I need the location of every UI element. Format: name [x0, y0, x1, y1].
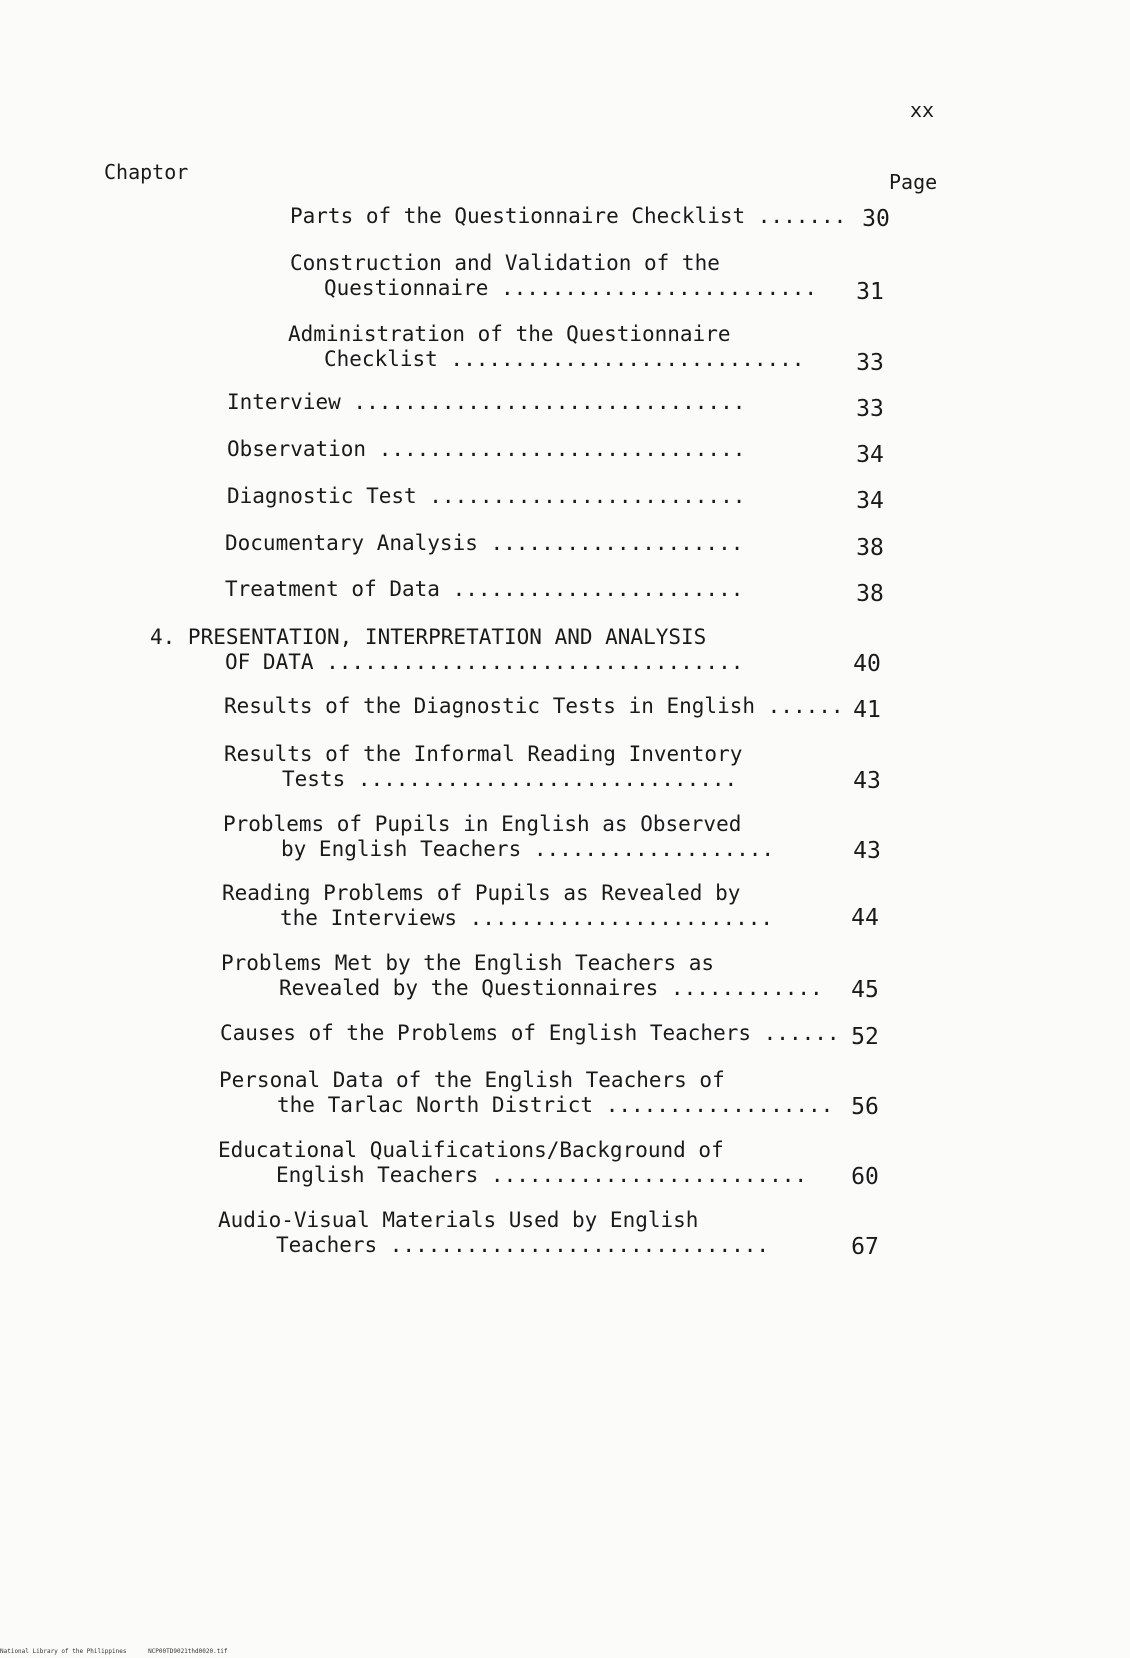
footer-library: National Library of the Philippines: [0, 1648, 127, 1655]
toc-entry-page: 43: [853, 768, 881, 794]
toc-entry-page: 44: [851, 905, 879, 931]
chapter-column-header: Chaptor: [104, 160, 189, 184]
toc-entry-title: Reading Problems of Pupils as Revealed by: [222, 881, 741, 905]
toc-entry-page: 34: [856, 442, 884, 468]
toc-chapter-entry: [150, 625, 743, 675]
toc-entry: [221, 951, 823, 1001]
page-number: xx: [910, 98, 935, 122]
toc-entry-title: Construction and Validation of the: [290, 251, 720, 275]
toc-entry-page: 33: [856, 396, 884, 422]
toc-entry-title: Documentary Analysis ....................: [225, 531, 744, 555]
scan-footer: [0, 1648, 246, 1655]
toc-entry-page: 45: [851, 977, 879, 1003]
toc-entry: [288, 322, 804, 372]
toc-entry-title-cont: Tests ..............................: [282, 767, 738, 791]
toc-entry-page: 38: [856, 535, 884, 561]
toc-entry: [227, 390, 745, 415]
toc-entry-page: 38: [856, 581, 884, 607]
toc-entry-title: Diagnostic Test .........................: [227, 484, 746, 508]
toc-entry: [227, 484, 745, 509]
toc-entry-title: Audio-Visual Materials Used by English: [218, 1208, 699, 1232]
toc-entry-page: 60: [851, 1164, 879, 1190]
toc-entry-page: 40: [853, 651, 881, 677]
toc-entry: [225, 577, 743, 602]
toc-entry-title: Observation .............................: [227, 437, 746, 461]
toc-entry-title-cont: by English Teachers ...................: [281, 837, 775, 861]
toc-entry-title: 4. PRESENTATION, INTERPRETATION AND ANALYSIS: [150, 625, 707, 649]
toc-entry-title: Problems Met by the English Teachers as: [221, 951, 715, 975]
toc-entry-title-cont: the Interviews ........................: [280, 906, 774, 930]
toc-entry-title-cont: English Teachers .........................: [276, 1163, 808, 1187]
toc-entry-title: Parts of the Questionnaire Checklist .......: [290, 204, 847, 228]
toc-entry-title-cont: the Tarlac North District ..................: [277, 1093, 834, 1117]
toc-entry: [290, 251, 817, 301]
toc-entry-page: 30: [862, 206, 890, 232]
toc-entry-page: 31: [856, 279, 884, 305]
toc-entry-title: Interview ...............................: [227, 390, 746, 414]
toc-entry: [227, 437, 745, 462]
toc-entry: [224, 742, 742, 792]
toc-entry-page: 56: [851, 1094, 879, 1120]
toc-entry-title: Administration of the Questionnaire: [288, 322, 731, 346]
toc-entry: [218, 1138, 807, 1188]
toc-entry-title: Problems of Pupils in English as Observed: [223, 812, 742, 836]
toc-entry-title: Personal Data of the English Teachers of: [219, 1068, 725, 1092]
toc-entry: [225, 531, 743, 556]
toc-entry-title-cont: Revealed by the Questionnaires ............: [279, 976, 823, 1000]
toc-entry-page: 67: [851, 1234, 879, 1260]
toc-entry: [219, 1068, 833, 1118]
toc-entry-title-cont: Teachers ..............................: [276, 1233, 770, 1257]
toc-entry: [224, 694, 844, 719]
toc-entry-title: Causes of the Problems of English Teachers ......: [220, 1021, 840, 1045]
toc-entry: [290, 204, 846, 229]
toc-entry-title: Educational Qualifications/Background of: [218, 1138, 724, 1162]
toc-entry-title: Treatment of Data .......................: [225, 577, 744, 601]
footer-filename: NCP00TD9021thd0020.tif: [148, 1648, 228, 1655]
toc-entry-page: 41: [853, 697, 881, 723]
toc-entry: [222, 881, 773, 931]
toc-entry: [220, 1021, 840, 1046]
toc-entry: [223, 812, 774, 862]
toc-entry-title: Results of the Informal Reading Inventory: [224, 742, 743, 766]
toc-entry-title-cont: OF DATA .................................: [225, 650, 744, 674]
toc-entry-page: 52: [851, 1024, 879, 1050]
toc-entry: [218, 1208, 769, 1258]
toc-entry-page: 43: [853, 838, 881, 864]
toc-entry-title-cont: Questionnaire .........................: [324, 276, 818, 300]
toc-entry-page: 33: [856, 350, 884, 376]
toc-entry-page: 34: [856, 488, 884, 514]
page-column-header: Page: [889, 170, 938, 194]
toc-entry-title: Results of the Diagnostic Tests in English ......: [224, 694, 844, 718]
toc-entry-title-cont: Checklist ............................: [324, 347, 805, 371]
